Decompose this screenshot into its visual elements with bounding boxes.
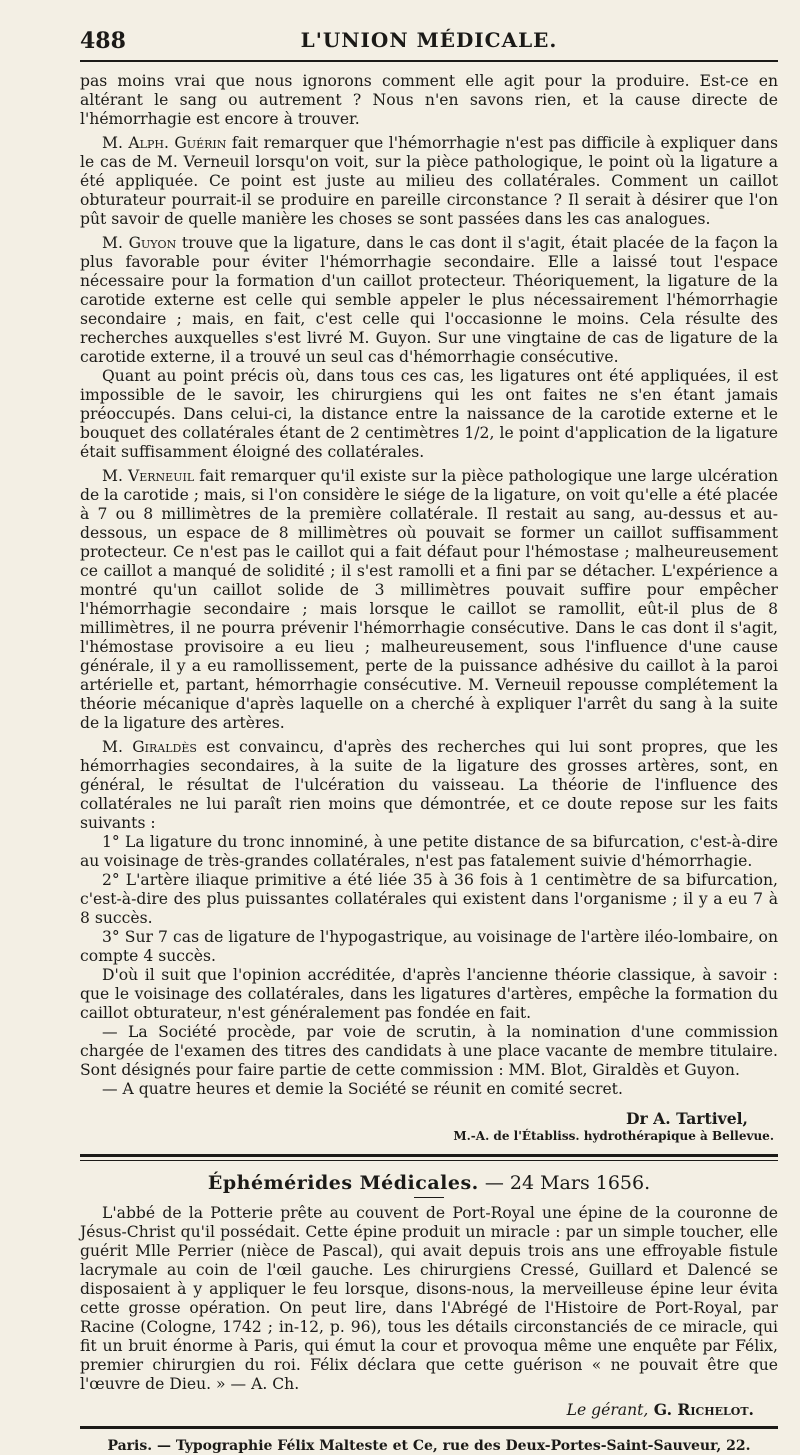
gerant-label: Le gérant, bbox=[566, 1401, 649, 1419]
footer-rule bbox=[80, 1426, 778, 1429]
paragraph-fact-3: 3° Sur 7 cas de ligature de l'hypogastrique, au voisinage de l'artère iléo-lombaire, on compte 4 succès. bbox=[80, 928, 778, 965]
paragraph-guerin bbox=[80, 134, 778, 229]
ephemerides-text: L'abbé de la Potterie prête au couvent de Port-Royal une épine de la couronne de Jésus-Christ qu'il possédait. Cette épine produit un miracle : par un simple toucher, elle guérit Mlle Perrier (nièce de Pascal), qui avait depuis trois ans une effroyable fistule lacrymale au coin de l'œil gauche. Les chirurgiens Cressé, Guillard et Dalencé se disposaient à y appliquer le feu lorsque, disons-nous, la merveilleuse épine leur évita cette grosse opération. On peut lire, dans l'Abrégé de l'Histoire de Port-Royal, par Racine (Cologne, 1742 ; in-12, p. 96), tous les détails circonstanciés de ce miracle, qui fit un bruit énorme à Paris, qui émut la cour et provoqua même une enquête par Félix, premier chirurgien du roi. Félix déclara que cette guérison « ne pouvait être que l'œuvre de Dieu. » — A. Ch. bbox=[80, 1204, 778, 1393]
paragraph-text: trouve que la ligature, dans le cas dont il s'agit, était placée de la façon la plus favorable pour éviter l'hémorrhagie secondaire. Elle a laissé tout l'espace nécessaire pour la formation d'un caillot protecteur. Théoriquement, la ligature de la carotide externe est celle qui semble appeler le plus nécessairement l'hémorrhagie secondaire ; mais, en fait, c'est celle qui l'occasionne le moins. Cela résulte des recherches auxquelles s'est livré M. Guyon. Sur une vingtaine de cas de ligature de la carotide externe, il a trouvé un seul cas d'hémorrhagie consécutive. bbox=[80, 234, 778, 366]
paragraph-guyon bbox=[80, 234, 778, 367]
ephemerides-date: — 24 Mars 1656. bbox=[478, 1172, 651, 1194]
paragraph-commission: — La Société procède, par voie de scrutin, à la nomination d'une commission chargée de l'examen des titres des candidats à une place vacante de membre titulaire. Sont désignés pour faire partie de cette commission : MM. Blot, Giraldès et Guyon. bbox=[80, 1023, 778, 1079]
printer-imprint: Paris. — Typographie Félix Malteste et Ce, rue des Deux-Portes-Saint-Sauveur, 22. bbox=[107, 1438, 751, 1454]
signature-role: M.-A. de l'Établiss. hydrothérapique à Bellevue. bbox=[453, 1129, 774, 1143]
gerant-line bbox=[80, 1400, 778, 1420]
paragraph-text: fait remarquer qu'il existe sur la pièce pathologique une large ulcération de la carotide ; mais, si l'on considère le siége de la ligature, on voit qu'elle a été placée à 7 ou 8 millimètres de la première collatérale. Il restait au sang, au-dessus et au-dessous, un espace de 8 millimètres où pouvait se former un caillot suffisamment protecteur. Ce n'est pas le caillot qui a fait défaut pour l'hémostase ; malheureusement ce caillot a manqué de solidité ; il s'est ramolli et a fini par se détacher. L'expérience a montré qu'un caillot solide de 3 millimètres pouvait suffire pour empêcher l'hémorrhagie secondaire ; mais lorsque le caillot se ramollit, eût-il plus de 8 millimètres, il ne pourra prévenir l'hémorrhagie consécutive. Dans le cas dont il s'agit, l'hémostase provisoire a eu lieu ; malheureusement, sous l'influence d'une cause générale, il y a eu ramollissement, perte de la puissance adhésive du caillot à la paroi artérielle et, partant, hémorrhagie consécutive. M. Verneuil repousse complétement la théorie mécanique d'après laquelle on a cherché à expliquer l'arrêt du sang à la suite de la ligature des artères. bbox=[80, 467, 779, 732]
paragraph-point-precis: Quant au point précis où, dans tous ces cas, les ligatures ont été appliquées, il est impossible de le savoir, les chirurgiens qui les ont faites ne s'en étant jamais préoccupés. Dans celui-ci, la distance entre la naissance de la carotide externe et le bouquet des collatérales étant de 2 centimètres 1/2, le point d'application de la ligature était suffisamment éloigné des collatérales. bbox=[80, 367, 778, 461]
paragraph-continued: pas moins vrai que nous ignorons comment elle agit pour la produire. Est-ce en altérant le sang ou autrement ? Nous n'en savons rien, et la cause directe de l'hémorrhagie est encore à trouver. bbox=[80, 72, 778, 128]
speaker-name: M. Verneuil bbox=[102, 467, 195, 485]
signature-name: Dr A. Tartivel, bbox=[625, 1109, 748, 1128]
paragraph-secret-committee: — A quatre heures et demie la Société se réunit en comité secret. bbox=[102, 1080, 623, 1098]
speaker-name: M. Giraldès bbox=[102, 738, 197, 756]
speaker-name: M. Alph. Guérin bbox=[102, 134, 227, 152]
heading-rule bbox=[414, 1197, 444, 1198]
paragraph-text: fait remarquer que l'hémorrhagie n'est pas difficile à expliquer dans le cas de M. Verneuil lorsqu'on voit, sur la pièce pathologique, le point où la ligature a été appliquée. Ce point est juste au milieu des collatérales. Comment un caillot obturateur pourrait-il se produire en pareille circonstance ? Il serait à désirer que l'on pût savoir de quelle manière les choses se sont passées dans les cas analogues. bbox=[80, 134, 778, 228]
article-body bbox=[80, 72, 778, 1099]
section-divider bbox=[80, 1154, 778, 1161]
ephemerides-title: Éphémérides Médicales. bbox=[207, 1172, 479, 1194]
page-number: 488 bbox=[80, 28, 126, 54]
paragraph-verneuil bbox=[80, 467, 778, 733]
gerant-name: G. Richelot. bbox=[648, 1400, 754, 1419]
journal-title: L'UNION MÉDICALE. bbox=[300, 28, 558, 52]
paragraph-giraldes bbox=[80, 738, 778, 833]
paragraph-fact-1: 1° La ligature du tronc innominé, à une petite distance de sa bifurcation, c'est-à-dire au voisinage de très-grandes collatérales, n'est pas fatalement suivie d'hémorrhagie. bbox=[80, 833, 778, 870]
paragraph-conclusion: D'où il suit que l'opinion accréditée, d'après l'ancienne théorie classique, à savoir : que le voisinage des collatérales, dans les ligatures d'artères, empêche la formation du caillot obturateur, n'est généralement pas fondée en fait. bbox=[80, 966, 778, 1022]
page-header bbox=[80, 20, 778, 62]
ephemerides-heading bbox=[80, 1171, 778, 1195]
paragraph-fact-2: 2° L'artère iliaque primitive a été liée 35 à 36 fois à 1 centimètre de sa bifurcation, c'est-à-dire des plus puissantes collatérales qui existent dans l'organisme ; il y a eu 7 à 8 succès. bbox=[80, 871, 778, 927]
paragraph-text: est convaincu, d'après des recherches qui lui sont propres, que les hémorrhagies secondaires, à la suite de la ligature des grosses artères, sont, en général, le résultat de l'ulcération du vaisseau. La théorie de l'influence des collatérales ne lui paraît rien moins que démontrée, et ce doute repose sur les faits suivants : bbox=[80, 738, 778, 832]
speaker-name: M. Guyon bbox=[102, 234, 177, 252]
